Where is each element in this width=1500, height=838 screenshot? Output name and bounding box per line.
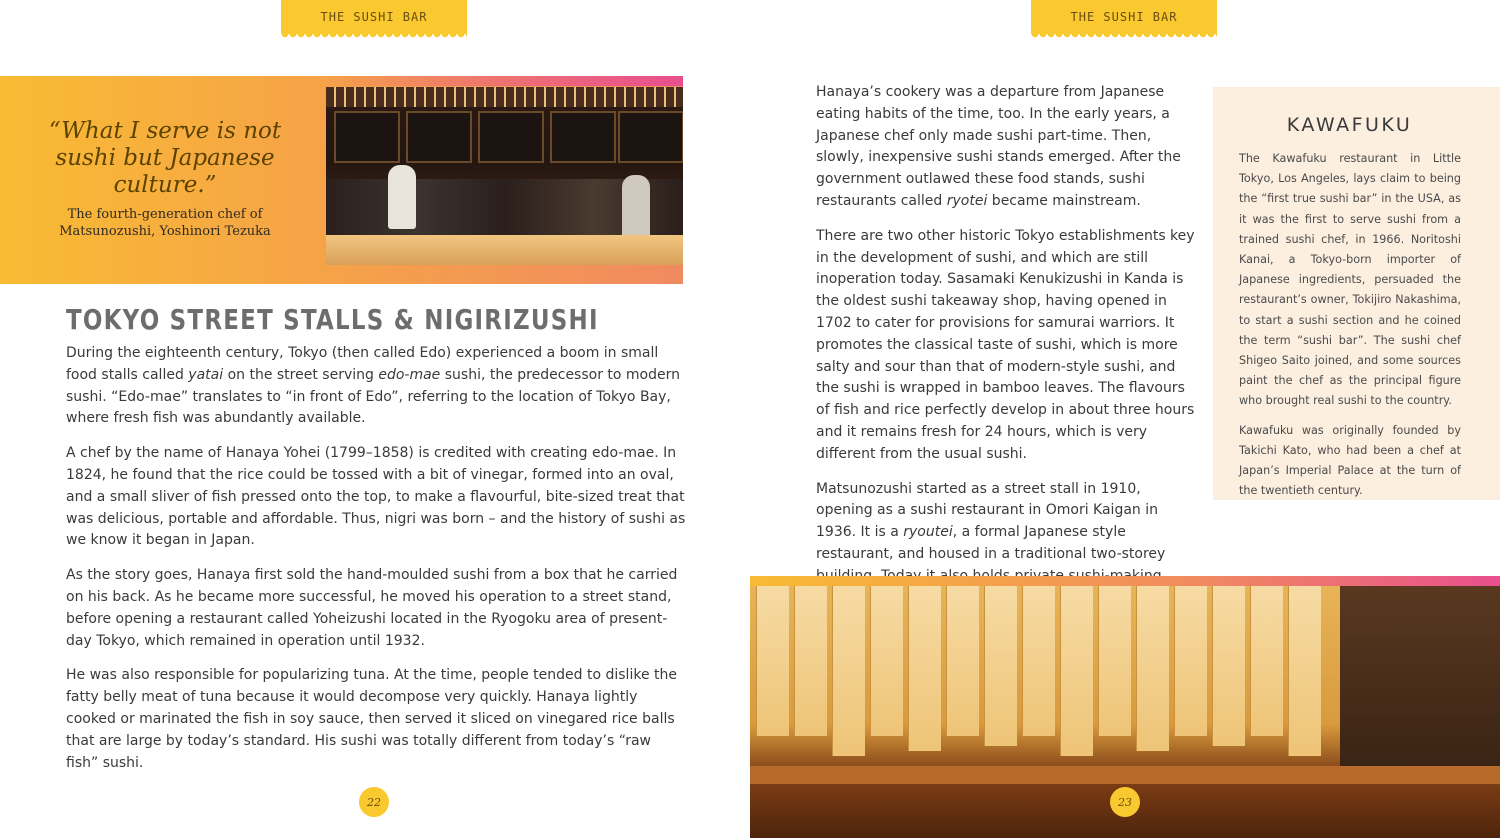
running-header-text: THE SUSHI BAR [1070,10,1178,24]
photo-menu-strip [1212,586,1245,746]
paragraph [66,343,686,430]
section-title: TOKYO STREET STALLS & NIGIRIZUSHI [66,303,599,336]
photo-menu-strip [1136,586,1169,751]
text-run: During the eighteenth century, Tokyo (then called Edo) experienced a boom in small food stalls called [66,345,659,383]
page-number: 23 [1110,787,1140,817]
italic-term: edo-mae [378,366,441,383]
sidebar-body [1239,149,1461,510]
photo-menu-strip [984,586,1017,746]
photo-menu-strip [1022,586,1055,736]
photo-menu-board [550,111,616,163]
photo-ceiling-rail [326,87,683,107]
right-body-text [816,82,1196,622]
photo-menu-strip [1250,586,1283,736]
quote-attribution: The fourth-generation chef of Matsunozushi, Yoshinori Tezuka [59,207,271,239]
left-body-text [66,343,686,787]
photo-chef-figure [622,175,650,239]
photo-menu-board [478,111,544,163]
text-run: sushi, the predecessor to modern sushi. “Edo-mae” translates to “in front of Edo”, referring to the location of Tokyo Bay, where fresh fish was abundantly available. [66,366,681,427]
paragraph [816,82,1196,213]
photo-menu-board [334,111,400,163]
paragraph: He was also responsible for popularizing tuna. At the time, people tended to dislike the fatty belly meat of tuna because it would decompose very quickly. Hanaya lightly cooked or marinated the fish in soy sauce, then served it sliced on vinegared rice balls that are large by today’s standard. His sushi was totally different from today’s “raw fish” sushi. [66,667,677,771]
photo-menu-strip [1174,586,1207,736]
photo-menu-strip [1288,586,1321,756]
photo-menu-strip [756,586,789,736]
sidebar-paragraph: The Kawafuku restaurant in Little Tokyo, Los Angeles, lays claim to being the “first true sushi bar” in the USA, as it was the first to serve sushi from a trained sushi chef, in 1966. Noritoshi Kanai, a Tokyo-born importer of Japanese ingredients, persuaded the restaurant’s owner, Tokijiro Nakashima, to start a sushi section and he coined the term “sushi bar”. The sushi chef Shigeo Saito joined, and some sources paint the chef as the principal figure who brought real sushi to the country. [1239,152,1461,408]
page-number: 22 [359,787,389,817]
photo-menu-strip [870,586,903,736]
right-page [750,0,1500,838]
photo-accent-strip [750,576,1500,586]
running-header-tab [1031,0,1217,34]
photo-back-wall [1340,586,1500,766]
pull-quote: “What I serve is not sushi but Japanese culture.” [48,118,282,198]
italic-term: ryotei [946,192,988,209]
photo-menu-strip [832,586,865,756]
paragraph: A chef by the name of Hanaya Yohei (1799–1858) is credited with creating edo-mae. In 1824, he found that the rice could be tossed with a bit of vinegar, formed into an oval, and a small sliver of fish pressed onto the top, to make a flavourful, bite-sized treat that was delicious, portable and affordable. Thus, nigri was born – and the history of sushi as we know it began in Japan. [66,445,686,549]
italic-term: ryoutei [903,524,953,541]
kawafuku-sidebar [1213,87,1500,500]
running-header-tab [281,0,467,34]
photo-menu-strip [946,586,979,736]
sushi-kitchen-photo [326,87,683,265]
photo-menu-strip [1098,586,1131,736]
photo-menu-strip [1060,586,1093,756]
photo-menu-strip [794,586,827,736]
photo-menu-board [618,111,683,163]
photo-bar-counter [750,766,1500,784]
italic-term: yatai [188,366,224,383]
photo-chef-figure [388,165,416,229]
text-run: , a formal Japanese style restaurant, and housed in a traditional two-storey [816,524,1166,562]
text-run: Hanaya’s cookery was a departure from Japanese eating habits of the time, too. In the early years, a Japanese chef only made sushi part-time. Then, slowly, inexpensive sushi stands emerged. After the government outlawed these food stands, sushi restaurants called [816,84,1181,209]
text-run: on the street serving [223,366,379,383]
sidebar-paragraph: Kawafuku was originally founded by Takichi Kato, who had been a chef at Japan’s Imperial Palace at the turn of the twentieth century. [1239,423,1461,498]
paragraph: There are two other historic Tokyo establishments key in the development of sushi, and which are still inoperation today. Sasamaki Kenukizushi in Kanda is the oldest sushi takeaway shop, having opened in 1702 to cater for provisions for samurai warriors. It promotes the classical taste of sushi, which is more salty and sour than that of modern-style sushi, and the sushi is wrapped in bamboo leaves. The flavours of fish and rice perfectly develop in about three hours and it remains fresh for 24 hours, which is very different from the usual sushi. [816,227,1195,462]
sidebar-title: KAWAFUKU [1286,114,1413,136]
text-run: became mainstream. [987,192,1141,209]
text-run: Matsunozushi started as a street stall in 1910, opening as a sushi restaurant in Omori Kaigan in 1936. It is a [816,480,1158,541]
photo-counter [326,235,683,265]
running-header-text: THE SUSHI BAR [320,10,428,24]
paragraph: As the story goes, Hanaya first sold the hand-moulded sushi from a box that he carried on his back. As he became more successful, he moved his operation to a street stand, before opening a restaurant called Yoheizushi located in the Ryogoku area of present-day Tokyo, which remained in operation until 1932. [66,567,678,649]
photo-menu-board [406,111,472,163]
photo-menu-strip [908,586,941,751]
